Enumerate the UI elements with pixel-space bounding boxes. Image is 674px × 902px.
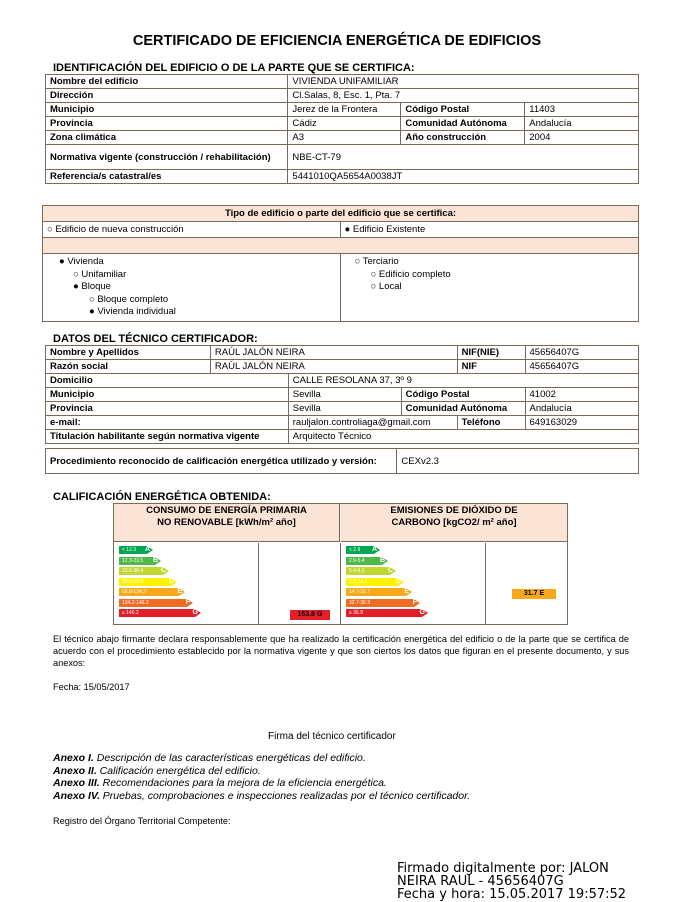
annex-item: Anexo III. Recomendaciones para la mejora de la eficiencia energética. — [53, 777, 387, 789]
label: Referencia/s catastral/es — [46, 170, 288, 184]
procedimiento-table — [45, 448, 639, 474]
signature-label: Firma del técnico certificador — [268, 731, 396, 742]
value: Cádiz — [288, 117, 401, 131]
radio-bloque-completo: ○ Bloque completo — [89, 293, 169, 305]
value: 5441010QA5654A0038JT — [288, 170, 639, 184]
label: Código Postal — [401, 103, 525, 117]
divider — [258, 543, 259, 624]
ident-table — [45, 74, 639, 184]
label: Zona climática — [46, 131, 288, 145]
value: RAÚL JALÓN NEIRA — [210, 346, 457, 360]
divider — [485, 543, 486, 624]
scale-bar-a: < 2.9 A — [346, 546, 374, 554]
value: 11403 — [525, 103, 639, 117]
tipo-vivienda-cell — [43, 254, 341, 322]
value: 2004 — [525, 131, 639, 145]
radio-local: ○ Local — [370, 281, 402, 292]
value: A3 — [288, 131, 401, 145]
label: Razón social — [46, 360, 211, 374]
tipo-table — [42, 205, 639, 322]
scale-bar-a: < 12.3 A — [119, 546, 147, 554]
scale-bar-d: 38.4-59.8 D — [119, 578, 171, 586]
value: Sevilla — [288, 388, 401, 402]
value: Arquitecto Técnico — [288, 430, 638, 444]
scale-bar-g: ≥ 36.9 G — [346, 609, 422, 617]
value: CALLE RESOLANA 37, 3º 9 — [288, 374, 638, 388]
ident-heading: IDENTIFICACIÓN DEL EDIFICIO O DE LA PARTE QUE SE CERTIFICA: — [53, 62, 415, 74]
radio-vivienda-individual: ● Vivienda individual — [89, 306, 176, 317]
date-text: Fecha: 15/05/2017 — [53, 682, 130, 692]
value: Cl.Salas, 8, Esc. 1, Pta. 7 — [288, 89, 639, 103]
scale-bar-e: 59.8-134.3 E — [119, 588, 179, 596]
radio-edificio-completo: ○ Edificio completo — [370, 268, 451, 280]
label: Teléfono — [457, 416, 525, 430]
annex-item: Anexo IV. Pruebas, comprobaciones e inspecciones realizadas por el técnico certificador. — [53, 790, 471, 802]
emisiones-rating-badge: 31.7 E — [512, 589, 556, 599]
annex-item: Anexo II. Calificación energética del edificio. — [53, 765, 261, 777]
radio-vivienda: ● Vivienda — [59, 256, 104, 267]
emisiones-scale — [346, 546, 476, 622]
value: Andalucía — [525, 402, 639, 416]
scale-bar-b: 2.9-5.4 B — [346, 557, 382, 565]
radio-existente: ● Edificio Existente — [340, 222, 638, 238]
value: CEXv2.3 — [397, 449, 639, 474]
label: Código Postal — [401, 388, 525, 402]
label: Nombre y Apellidos — [46, 346, 211, 360]
tipo-heading: Tipo de edificio o parte del edificio que se certifica: — [43, 206, 639, 222]
calif-box — [113, 503, 568, 625]
scale-bar-f: 32.7-36.9 F — [346, 599, 414, 607]
value: rauljalon.controliaga@gmail.com — [288, 416, 457, 430]
value: VIVIENDA UNIFAMILIAR — [288, 75, 639, 89]
scale-bar-c: 23.5-38.4 C — [119, 567, 163, 575]
tipo-spacer — [43, 238, 639, 254]
scale-bar-e: 14.7-32.7 E — [346, 588, 406, 596]
value: Andalucía — [525, 117, 639, 131]
label: Domicilio — [46, 374, 289, 388]
radio-bloque: ● Bloque — [73, 281, 111, 292]
tecnico-heading: DATOS DEL TÉCNICO CERTIFICADOR: — [53, 333, 258, 345]
label: Año construcción — [401, 131, 525, 145]
label: Municipio — [46, 103, 288, 117]
emisiones-header: EMISIONES DE DIÓXIDO DE CARBONO [kgCO2/ m² año] — [341, 504, 567, 542]
registry-text: Registro del Órgano Territorial Competente: — [53, 816, 231, 826]
value: RAÚL JALÓN NEIRA — [210, 360, 457, 374]
scale-bar-b: 12.3-23.5 B — [119, 557, 155, 565]
label: Dirección — [46, 89, 288, 103]
radio-nueva: ○ Edificio de nueva construcción — [43, 222, 341, 238]
scale-bar-g: ≥ 146.2 G — [119, 609, 195, 617]
scale-bar-d: 9.2-14.7 D — [346, 578, 398, 586]
value: Jerez de la Frontera — [288, 103, 401, 117]
digital-signature: Firmado digitalmente por: JALON NEIRA RAUL - 45656407G Fecha y hora: 15.05.2017 19:57:52 — [397, 861, 627, 902]
value: 45656407G — [525, 346, 639, 360]
label: Municipio — [46, 388, 289, 402]
label: Comunidad Autónoma — [401, 402, 525, 416]
scale-bar-f: 134.2-146.2 F — [119, 599, 187, 607]
label: Provincia — [46, 402, 289, 416]
declaration-text: El técnico abajo firmante declara responsablemente que ha realizado la certificación energética del edificio o de la parte que se certifica de acuerdo con el procedimiento establecido por la normativa vigente y que son ciertos los datos que figuran en el presente documento, y sus anexos: — [53, 634, 629, 668]
value: 649163029 — [525, 416, 639, 430]
consumo-header: CONSUMO DE ENERGÍA PRIMARIA NO RENOVABLE [kWh/m² año] — [114, 504, 340, 542]
value: NBE-CT-79 — [288, 145, 639, 170]
label: Comunidad Autónoma — [401, 117, 525, 131]
radio-unifamiliar: ○ Unifamiliar — [73, 268, 127, 280]
tecnico-table — [45, 345, 639, 444]
calif-heading: CALIFICACIÓN ENERGÉTICA OBTENIDA: — [53, 491, 271, 503]
label: Procedimiento reconocido de calificación energética utilizado y versión: — [46, 449, 397, 474]
value: 41002 — [525, 388, 639, 402]
divider — [340, 543, 341, 624]
value: Sevilla — [288, 402, 401, 416]
label: e-mail: — [46, 416, 289, 430]
radio-terciario: ○ Terciario — [354, 256, 399, 267]
scale-bar-c: 5.4-9.2 C — [346, 567, 390, 575]
annex-item: Anexo I. Descripción de las características energéticas del edificio. — [53, 752, 366, 764]
tipo-terciario-cell — [340, 254, 638, 322]
consumo-scale — [119, 546, 249, 622]
consumo-rating-badge: 153.8 G — [290, 610, 330, 620]
label: Normativa vigente (construcción / rehabilitación) — [46, 145, 288, 170]
value: 45656407G — [525, 360, 639, 374]
label: Titulación habilitante según normativa vigente — [46, 430, 289, 444]
label: NIF — [457, 360, 525, 374]
label: NIF(NIE) — [457, 346, 525, 360]
label: Provincia — [46, 117, 288, 131]
page-title: CERTIFICADO DE EFICIENCIA ENERGÉTICA DE EDIFICIOS — [132, 33, 542, 49]
label: Nombre del edificio — [46, 75, 288, 89]
